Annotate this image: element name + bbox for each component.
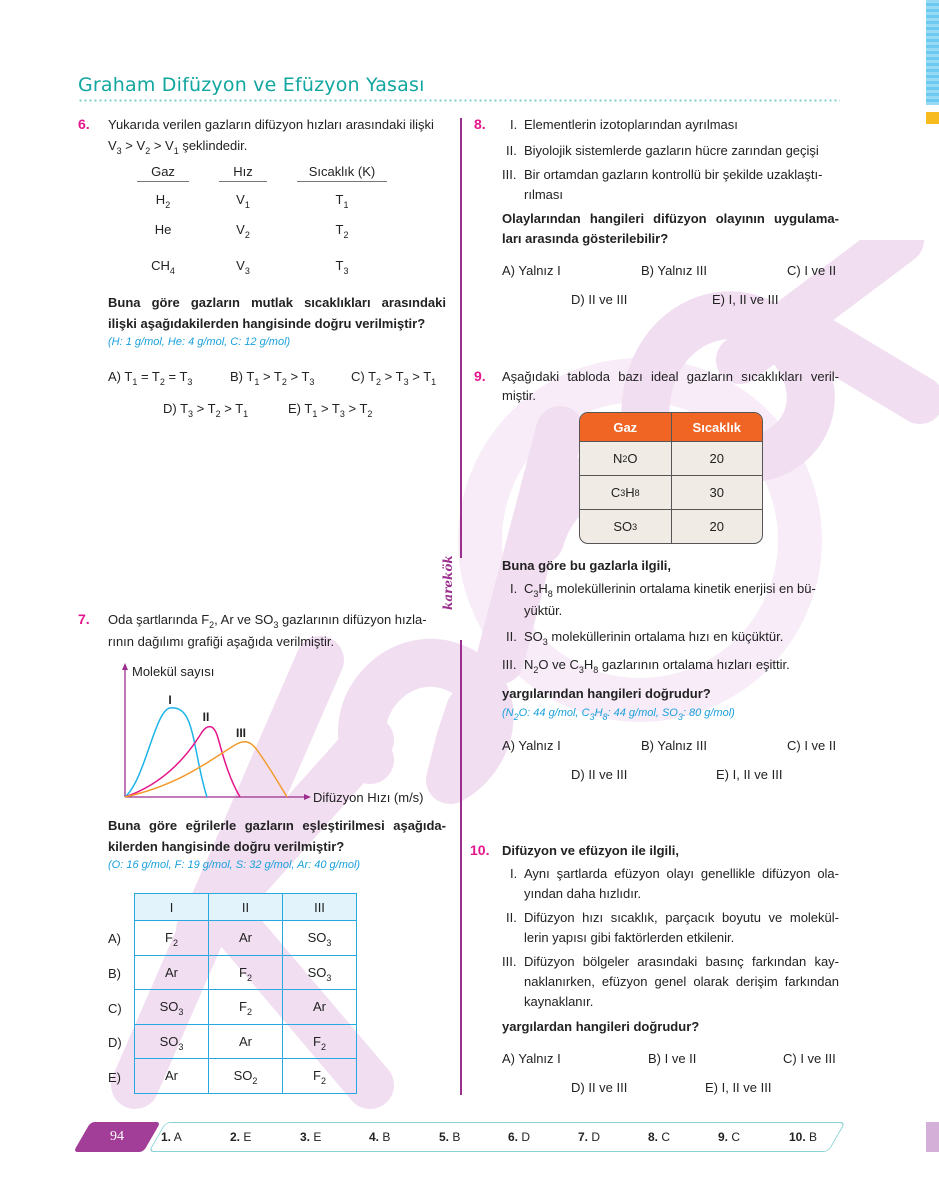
- table-cell: $F_2$: [209, 990, 283, 1025]
- table-header-row: [135, 894, 357, 921]
- statement-text: Bir ortamdan gazların kontrollü bir şekilde uzaklaştı-: [524, 167, 823, 182]
- statement-lead: Difüzyon ve efüzyon ile ilgili,: [502, 843, 679, 858]
- question-number: 10.: [470, 842, 490, 858]
- table-cell: Ar: [209, 921, 283, 956]
- statement-text: lerin yapısı gibi faktörlerden etkilenir.: [524, 930, 735, 945]
- edge-marker-bottom: [926, 1122, 939, 1152]
- statement-text: yüktür.: [524, 603, 563, 618]
- statement-text: $C_3H_8$ moleküllerinin ortalama kinetik enerjisi en bü-: [524, 581, 816, 599]
- table-header-gas: Gaz: [137, 164, 189, 182]
- option-c[interactable]: C) I ve III: [783, 1051, 836, 1066]
- statement-text: rılması: [524, 187, 563, 202]
- table-cell-temperature: 20: [671, 510, 763, 543]
- temperature-table: [579, 412, 763, 544]
- option-e[interactable]: E): [108, 1070, 121, 1085]
- answer-item: 3. E: [300, 1130, 322, 1144]
- option-c[interactable]: C): [108, 1001, 122, 1016]
- side-logo: karekök: [441, 555, 455, 610]
- statement-text: Difüzyon bölgeler arasındaki basınç farkından kay-: [524, 954, 839, 969]
- x-axis-label: Difüzyon Hızı (m/s): [313, 790, 424, 805]
- table-cell-gas: He: [154, 222, 172, 237]
- table-cell: $SO_3$: [283, 955, 357, 990]
- question-prompt: Buna göre gazların mutlak sıcaklıkları arasındaki: [108, 295, 446, 310]
- curve-label-II: II: [202, 710, 210, 724]
- x-axis-arrow-icon: [304, 794, 311, 800]
- option-e[interactable]: E) $T_1 > T_3 > T_2$: [288, 401, 373, 419]
- question-stem: rının dağılımı grafiği aşağıda verilmiştir.: [108, 634, 335, 649]
- table-row[interactable]: [135, 1024, 357, 1059]
- answer-item: 5. B: [439, 1130, 461, 1144]
- statement-roman: III.: [502, 954, 517, 969]
- table-cell-temperature: $T_1$: [335, 192, 349, 210]
- answer-item: 8. C: [648, 1130, 671, 1144]
- edge-decoration-top: [926, 0, 939, 105]
- option-a[interactable]: A) Yalnız I: [502, 1051, 561, 1066]
- y-axis-label: Molekül sayısı: [132, 664, 215, 679]
- table-header: III: [283, 894, 357, 921]
- statement-text: Aynı şartlarda efüzyon olayı genellikle difüzyon ola-: [524, 866, 839, 881]
- question-prompt: yargılarından hangileri doğrudur?: [502, 686, 711, 701]
- option-b[interactable]: B) $T_1 > T_2 > T_3$: [230, 369, 315, 387]
- option-a[interactable]: A) Yalnız I: [502, 263, 561, 278]
- table-row: [580, 475, 762, 509]
- statement-text: $SO_3$ moleküllerinin ortalama hızı en küçüktür.: [524, 629, 784, 647]
- molar-mass-hint: ($N_2O$: 44 g/mol, $C_3H_8$: 44 g/mol, $SO_3$: 80 g/mol): [502, 707, 735, 722]
- table-cell: $F_2$: [209, 955, 283, 990]
- curve-II: [125, 727, 240, 797]
- question-stem: Oda şartlarında $F_2$, Ar ve $SO_3$ gazlarının difüzyon hızla-: [108, 612, 427, 630]
- speed-relation: $V_3 > V_2 > V_1$ şeklindedir.: [108, 138, 248, 156]
- table-header: Gaz: [613, 419, 638, 435]
- table-cell-gas: $H_2$: [155, 192, 171, 210]
- table-cell-speed: $V_1$: [236, 192, 250, 210]
- question-number: 8.: [474, 116, 486, 132]
- table-cell-temperature: $T_3$: [335, 258, 349, 276]
- molar-mass-hint: (O: 16 g/mol, F: 19 g/mol, S: 32 g/mol, Ar: 40 g/mol): [108, 859, 361, 871]
- table-cell-gas: C 3 H 8: [610, 485, 640, 500]
- question-number: 6.: [78, 116, 90, 132]
- statement-text: Elementlerin izotoplarından ayrılması: [524, 117, 738, 132]
- table-row: [580, 441, 762, 475]
- question-stem: miştir.: [502, 388, 536, 403]
- table-cell-speed: $V_2$: [236, 222, 250, 240]
- statement-roman: III.: [502, 657, 517, 672]
- question-stem: Aşağıdaki tabloda bazı ideal gazların sıcaklıkları veril-: [502, 369, 839, 384]
- statement-roman: III.: [502, 167, 517, 182]
- answer-item: 9. C: [718, 1130, 741, 1144]
- table-cell: $SO_3$: [135, 1024, 209, 1059]
- table-row[interactable]: [135, 955, 357, 990]
- column-divider: [460, 640, 462, 1095]
- statement-roman: I.: [510, 866, 518, 881]
- option-d[interactable]: D): [108, 1035, 122, 1050]
- table-cell-temperature: 20: [671, 442, 763, 475]
- title-dotted-divider: [78, 99, 840, 102]
- option-b[interactable]: B): [108, 966, 121, 981]
- option-b[interactable]: B) Yalnız III: [641, 263, 707, 278]
- table-row[interactable]: [135, 921, 357, 956]
- table-row: [580, 509, 762, 543]
- statement-text: yından daha hızlıdır.: [524, 886, 642, 901]
- table-cell: $F_2$: [135, 921, 209, 956]
- table-header: II: [209, 894, 283, 921]
- curve-III: [125, 742, 287, 797]
- table-cell: Ar: [135, 1059, 209, 1094]
- statement-text: Difüzyon hızı sıcaklık, parçacık boyutu ve molekül-: [524, 910, 839, 925]
- table-row[interactable]: [135, 990, 357, 1025]
- table-cell-temperature: 30: [671, 476, 763, 509]
- question-prompt: ları arasında gösterilebilir?: [502, 231, 669, 246]
- option-a[interactable]: A) $T_1 = T_2 = T_3$: [108, 369, 193, 387]
- table-cell: Ar: [135, 955, 209, 990]
- option-a[interactable]: A): [108, 931, 121, 946]
- statement-text: naklanırken, efüzyon genel olarak derişim farkından: [524, 974, 839, 989]
- option-e[interactable]: E) I, II ve III: [705, 1080, 772, 1095]
- table-cell: $F_2$: [283, 1024, 357, 1059]
- answer-key-bar: [148, 1122, 845, 1152]
- table-row[interactable]: [135, 1059, 357, 1094]
- statement-roman: II.: [506, 910, 517, 925]
- table-header-temperature: Sıcaklık (K): [297, 164, 387, 182]
- answer-item: 7. D: [578, 1130, 601, 1144]
- y-axis-arrow-icon: [122, 663, 128, 670]
- table-header-speed: Hız: [219, 164, 267, 182]
- option-d[interactable]: D) II ve III: [571, 292, 628, 307]
- table-cell: Ar: [283, 990, 357, 1025]
- answer-item: 2. E: [230, 1130, 252, 1144]
- question-stem: Yukarıda verilen gazların difüzyon hızları arasındaki ilişki: [108, 117, 434, 132]
- option-c[interactable]: C) I ve II: [787, 263, 837, 278]
- statement-roman: II.: [506, 629, 517, 644]
- option-c[interactable]: C) $T_2 > T_3 > T_1$: [351, 369, 437, 387]
- speed-distribution-chart: [110, 660, 440, 810]
- option-b[interactable]: B) I ve II: [648, 1051, 697, 1066]
- question-prompt: Buna göre eğrilerle gazların eşleştirilmesi aşağıda-: [108, 818, 446, 833]
- table-cell-gas: SO 3: [613, 519, 638, 534]
- table-header-row: [580, 413, 762, 441]
- question-number: 7.: [78, 611, 90, 627]
- statement-text: $N_2O$ ve $C_3H_8$ gazlarının ortalama hızları eşittir.: [524, 657, 790, 675]
- table-cell: $SO_2$: [209, 1059, 283, 1094]
- question-number: 9.: [474, 368, 486, 384]
- table-header: Sıcaklık: [671, 413, 763, 441]
- statement-lead: Buna göre bu gazlarla ilgili,: [502, 558, 672, 573]
- question-prompt: kilerden hangisinde doğru verilmiştir?: [108, 839, 345, 854]
- table-cell: $SO_3$: [135, 990, 209, 1025]
- statement-roman: II.: [506, 143, 517, 158]
- curve-label-I: I: [168, 693, 172, 707]
- option-d[interactable]: D) $T_3 > T_2 > T_1$: [163, 401, 249, 419]
- column-divider: [460, 118, 462, 558]
- option-d[interactable]: D) II ve III: [571, 767, 628, 782]
- question-prompt: Olaylarından hangileri difüzyon olayının uygulama-: [502, 211, 839, 226]
- answer-item: 1. A: [161, 1130, 182, 1144]
- table-cell: $F_2$: [283, 1059, 357, 1094]
- page-number: 94: [110, 1129, 124, 1144]
- edge-marker-yellow: [926, 112, 939, 124]
- table-cell-gas: $CH_4$: [151, 258, 175, 276]
- option-e[interactable]: E) I, II ve III: [712, 292, 779, 307]
- table-header: I: [135, 894, 209, 921]
- table-cell: Ar: [209, 1024, 283, 1059]
- option-b[interactable]: B) Yalnız III: [641, 738, 707, 753]
- statement-roman: I.: [510, 581, 518, 596]
- page-title: Graham Difüzyon ve Efüzyon Yasası: [78, 74, 425, 96]
- answer-item: 6. D: [508, 1130, 531, 1144]
- question-prompt: ilişki aşağıdakilerden hangisinde doğru verilmiştir?: [108, 316, 426, 331]
- question-prompt: yargılardan hangileri doğrudur?: [502, 1019, 700, 1034]
- statement-text: kaynaklanır.: [524, 994, 594, 1009]
- table-cell-speed: $V_3$: [236, 258, 250, 276]
- statement-roman: I.: [510, 117, 518, 132]
- option-d[interactable]: D) II ve III: [571, 1080, 628, 1095]
- option-e[interactable]: E) I, II ve III: [716, 767, 783, 782]
- statement-text: Biyolojik sistemlerde gazların hücre zarından geçişi: [524, 143, 819, 158]
- option-a[interactable]: A) Yalnız I: [502, 738, 561, 753]
- table-cell-temperature: $T_2$: [335, 222, 349, 240]
- molar-mass-hint: (H: 1 g/mol, He: 4 g/mol, C: 12 g/mol): [108, 336, 291, 348]
- option-c[interactable]: C) I ve II: [787, 738, 837, 753]
- matching-options-table: [134, 893, 357, 1094]
- answer-item: 4. B: [369, 1130, 391, 1144]
- table-cell: $SO_3$: [283, 921, 357, 956]
- table-cell-gas: N 2 O: [612, 451, 638, 466]
- curve-label-III: III: [235, 726, 247, 740]
- answer-item: 10. B: [789, 1130, 818, 1144]
